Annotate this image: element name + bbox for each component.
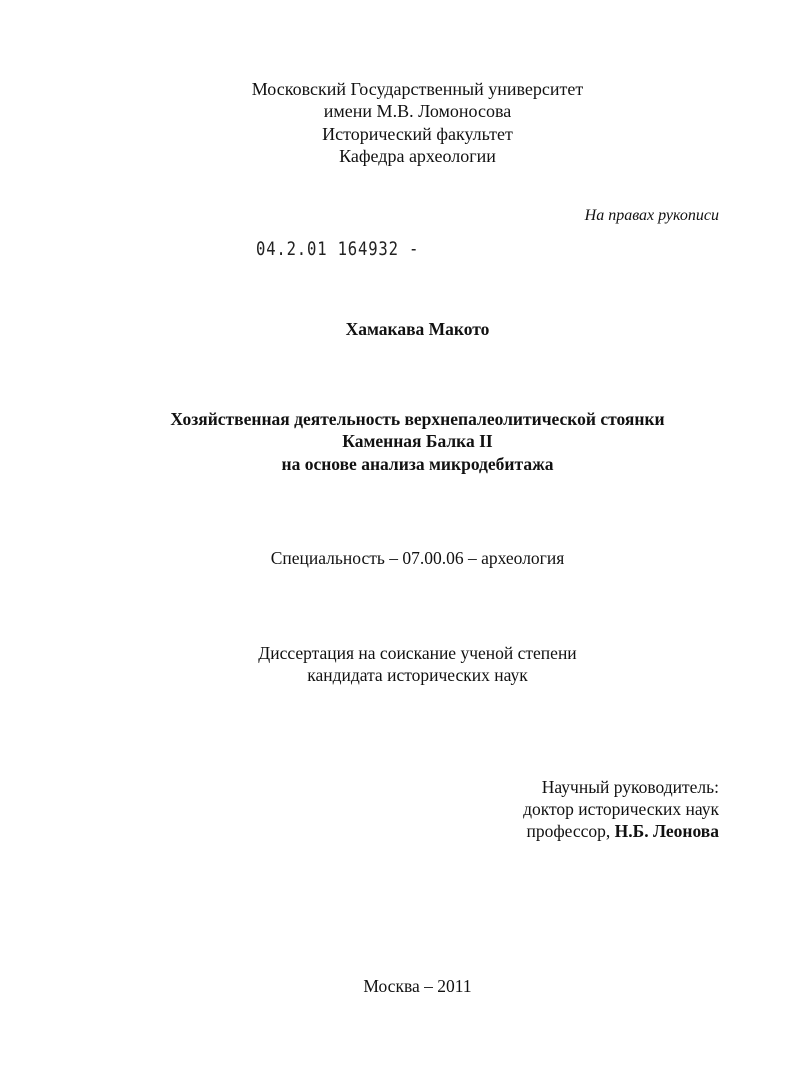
degree-line-1: Диссертация на соискание ученой степени xyxy=(258,643,577,663)
library-stamp-number: 04.2.01 164932 - xyxy=(256,238,420,260)
rights-note: На правах рукописи xyxy=(584,207,719,224)
supervisor-degree: доктор исторических наук xyxy=(523,799,719,819)
institution-department: Кафедра археологии xyxy=(339,146,496,166)
place-and-year: Москва – 2011 xyxy=(363,976,472,996)
institution-named-after: имени М.В. Ломоносова xyxy=(323,101,512,121)
supervisor-title-prefix: профессор, xyxy=(526,821,611,841)
specialty: Специальность – 07.00.06 – археология xyxy=(270,548,565,568)
institution-university: Московский Государственный университет xyxy=(251,79,584,99)
institution-faculty: Исторический факультет xyxy=(322,124,513,144)
dissertation-title-line-2: Каменная Балка II xyxy=(342,431,493,451)
supervisor-label: Научный руководитель: xyxy=(541,777,719,797)
supervisor-name: Н.Б. Леонова xyxy=(614,821,719,841)
dissertation-title-line-3: на основе анализа микродебитажа xyxy=(281,454,554,474)
supervisor-title xyxy=(526,820,719,842)
degree-line-2: кандидата исторических наук xyxy=(307,665,528,685)
author-name: Хамакава Макото xyxy=(345,319,490,339)
dissertation-title-line-1: Хозяйственная деятельность верхнепалеолитической стоянки xyxy=(170,409,665,429)
